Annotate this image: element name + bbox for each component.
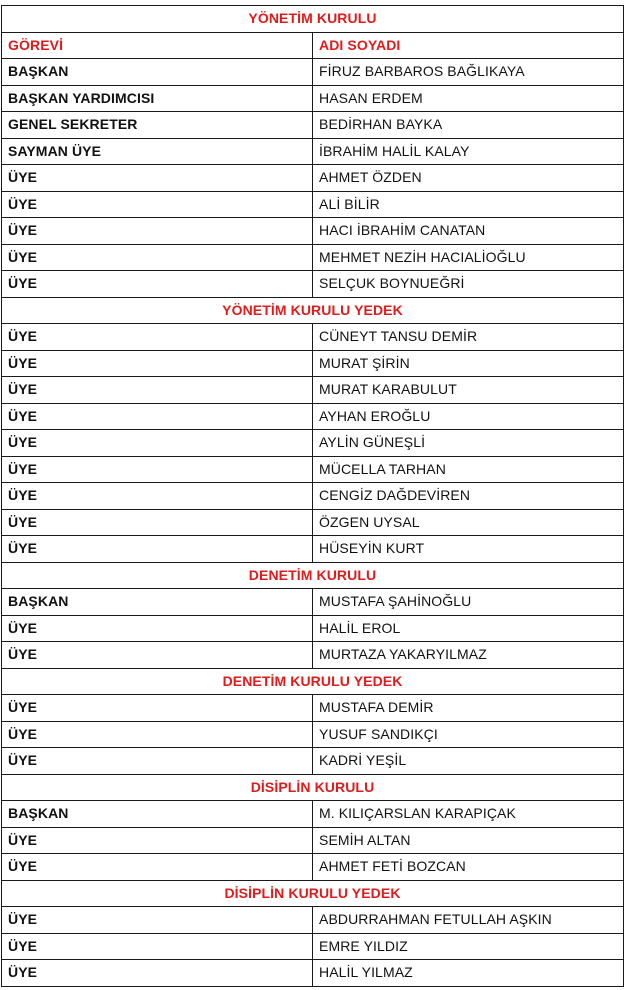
name-cell: ALİ BİLİR bbox=[313, 191, 624, 218]
name-cell: MUSTAFA DEMİR bbox=[313, 695, 624, 722]
table-row bbox=[2, 456, 624, 483]
role-cell: ÜYE bbox=[2, 642, 313, 669]
table-row bbox=[2, 509, 624, 536]
section-title: DENETİM KURULU bbox=[2, 562, 624, 589]
name-cell: AHMET FETİ BOZCAN bbox=[313, 854, 624, 881]
role-cell: ÜYE bbox=[2, 933, 313, 960]
section-title: DENETİM KURULU YEDEK bbox=[2, 668, 624, 695]
section-title: DİSİPLİN KURULU YEDEK bbox=[2, 880, 624, 907]
table-row bbox=[2, 615, 624, 642]
table-row bbox=[2, 138, 624, 165]
role-cell: ÜYE bbox=[2, 191, 313, 218]
table-row bbox=[2, 536, 624, 563]
name-cell: MURTAZA YAKARYILMAZ bbox=[313, 642, 624, 669]
name-cell: ÖZGEN UYSAL bbox=[313, 509, 624, 536]
role-cell: ÜYE bbox=[2, 350, 313, 377]
name-cell: FİRUZ BARBAROS BAĞLIKAYA bbox=[313, 59, 624, 86]
column-header-row bbox=[2, 32, 624, 59]
role-cell: ÜYE bbox=[2, 218, 313, 245]
role-cell: ÜYE bbox=[2, 403, 313, 430]
name-cell: HÜSEYİN KURT bbox=[313, 536, 624, 563]
name-cell: HALİL EROL bbox=[313, 615, 624, 642]
section-title: DİSİPLİN KURULU bbox=[2, 774, 624, 801]
name-cell: YUSUF SANDIKÇI bbox=[313, 721, 624, 748]
section-header-row bbox=[2, 880, 624, 907]
column-header-role: GÖREVİ bbox=[2, 32, 313, 59]
name-cell: MUSTAFA ŞAHİNOĞLU bbox=[313, 589, 624, 616]
name-cell: ABDURRAHMAN FETULLAH AŞKIN bbox=[313, 907, 624, 934]
section-title: YÖNETİM KURULU YEDEK bbox=[2, 297, 624, 324]
table-row bbox=[2, 801, 624, 828]
name-cell: M. KILIÇARSLAN KARAPIÇAK bbox=[313, 801, 624, 828]
name-cell: EMRE YILDIZ bbox=[313, 933, 624, 960]
table-row bbox=[2, 907, 624, 934]
table-row bbox=[2, 430, 624, 457]
table-row bbox=[2, 324, 624, 351]
role-cell: ÜYE bbox=[2, 615, 313, 642]
table-row bbox=[2, 191, 624, 218]
role-cell: ÜYE bbox=[2, 960, 313, 987]
table-row bbox=[2, 721, 624, 748]
name-cell: HACI İBRAHİM CANATAN bbox=[313, 218, 624, 245]
role-cell: ÜYE bbox=[2, 509, 313, 536]
name-cell: MURAT KARABULUT bbox=[313, 377, 624, 404]
section-header-row bbox=[2, 297, 624, 324]
role-cell: GENEL SEKRETER bbox=[2, 112, 313, 139]
role-cell: ÜYE bbox=[2, 244, 313, 271]
section-header-row bbox=[2, 562, 624, 589]
name-cell: HASAN ERDEM bbox=[313, 85, 624, 112]
name-cell: AYHAN EROĞLU bbox=[313, 403, 624, 430]
role-cell: ÜYE bbox=[2, 324, 313, 351]
table-row bbox=[2, 377, 624, 404]
name-cell: MÜCELLA TARHAN bbox=[313, 456, 624, 483]
table-row bbox=[2, 589, 624, 616]
role-cell: BAŞKAN bbox=[2, 589, 313, 616]
role-cell: BAŞKAN bbox=[2, 59, 313, 86]
table-row bbox=[2, 960, 624, 987]
table-row bbox=[2, 642, 624, 669]
name-cell: HALİL YILMAZ bbox=[313, 960, 624, 987]
table-row bbox=[2, 748, 624, 775]
table-row bbox=[2, 271, 624, 298]
table-row bbox=[2, 165, 624, 192]
table-body bbox=[2, 6, 624, 987]
table-row bbox=[2, 933, 624, 960]
role-cell: ÜYE bbox=[2, 165, 313, 192]
table-row bbox=[2, 85, 624, 112]
table-row bbox=[2, 827, 624, 854]
section-header-row bbox=[2, 774, 624, 801]
role-cell: SAYMAN ÜYE bbox=[2, 138, 313, 165]
name-cell: CENGİZ DAĞDEVİREN bbox=[313, 483, 624, 510]
table-row bbox=[2, 483, 624, 510]
name-cell: SEMİH ALTAN bbox=[313, 827, 624, 854]
role-cell: ÜYE bbox=[2, 430, 313, 457]
role-cell: ÜYE bbox=[2, 483, 313, 510]
board-members-table bbox=[1, 5, 624, 987]
board-members-table-container bbox=[1, 5, 624, 987]
column-header-name: ADI SOYADI bbox=[313, 32, 624, 59]
table-row bbox=[2, 112, 624, 139]
section-header-row bbox=[2, 6, 624, 33]
name-cell: İBRAHİM HALİL KALAY bbox=[313, 138, 624, 165]
name-cell: SELÇUK BOYNUEĞRİ bbox=[313, 271, 624, 298]
name-cell: MURAT ŞİRİN bbox=[313, 350, 624, 377]
role-cell: ÜYE bbox=[2, 695, 313, 722]
role-cell: ÜYE bbox=[2, 377, 313, 404]
role-cell: ÜYE bbox=[2, 748, 313, 775]
role-cell: ÜYE bbox=[2, 827, 313, 854]
table-row bbox=[2, 695, 624, 722]
name-cell: MEHMET NEZİH HACIALİOĞLU bbox=[313, 244, 624, 271]
role-cell: ÜYE bbox=[2, 721, 313, 748]
role-cell: BAŞKAN bbox=[2, 801, 313, 828]
table-row bbox=[2, 218, 624, 245]
name-cell: AHMET ÖZDEN bbox=[313, 165, 624, 192]
table-row bbox=[2, 59, 624, 86]
role-cell: BAŞKAN YARDIMCISI bbox=[2, 85, 313, 112]
role-cell: ÜYE bbox=[2, 271, 313, 298]
name-cell: CÜNEYT TANSU DEMİR bbox=[313, 324, 624, 351]
role-cell: ÜYE bbox=[2, 536, 313, 563]
role-cell: ÜYE bbox=[2, 456, 313, 483]
section-title: YÖNETİM KURULU bbox=[2, 6, 624, 33]
role-cell: ÜYE bbox=[2, 907, 313, 934]
role-cell: ÜYE bbox=[2, 854, 313, 881]
name-cell: BEDİRHAN BAYKA bbox=[313, 112, 624, 139]
name-cell: AYLİN GÜNEŞLİ bbox=[313, 430, 624, 457]
section-header-row bbox=[2, 668, 624, 695]
table-row bbox=[2, 350, 624, 377]
table-row bbox=[2, 854, 624, 881]
name-cell: KADRİ YEŞİL bbox=[313, 748, 624, 775]
table-row bbox=[2, 244, 624, 271]
table-row bbox=[2, 403, 624, 430]
